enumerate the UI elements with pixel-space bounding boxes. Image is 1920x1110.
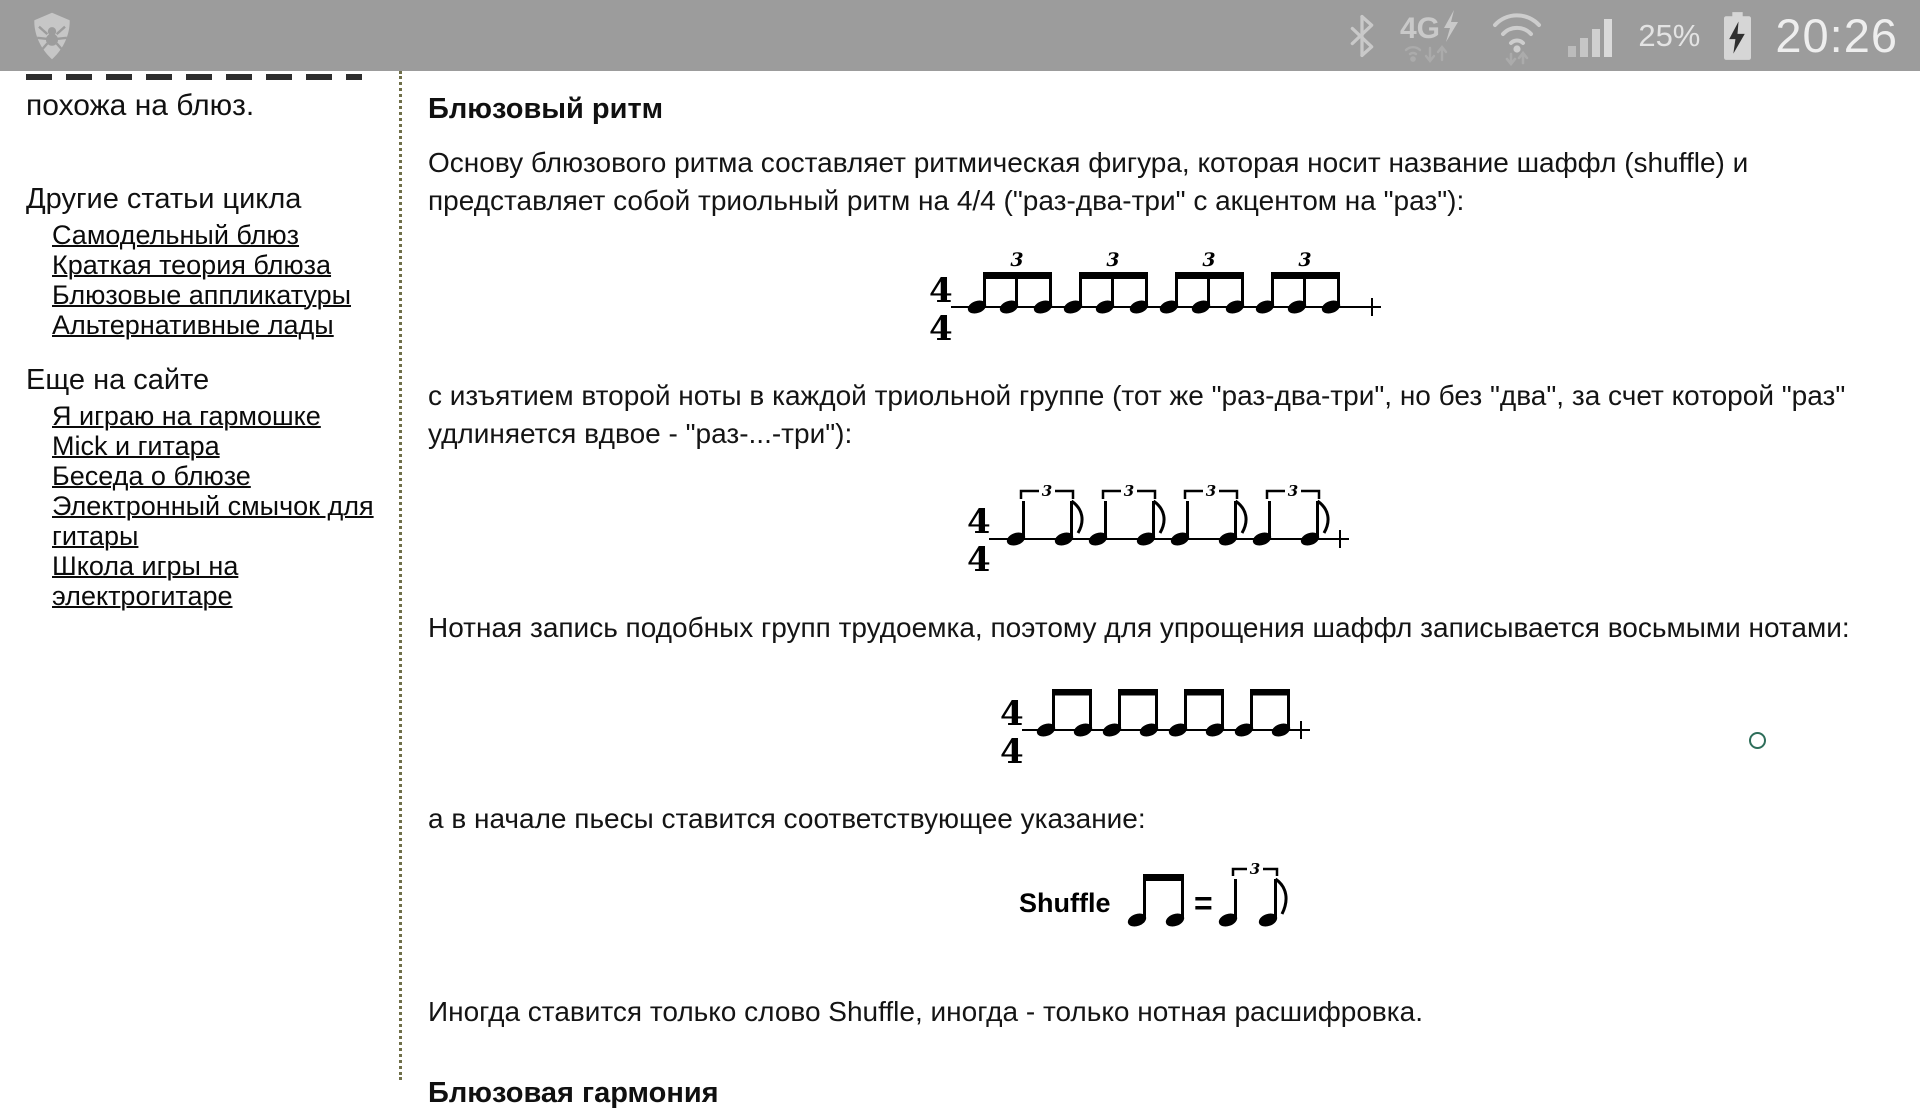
clock-label: 20:26: [1775, 9, 1898, 62]
notation-swing-figure: [428, 475, 1890, 585]
status-bar-left: [26, 10, 78, 62]
article-heading-blues-rhythm: Блюзовый ритм: [428, 93, 664, 125]
final-barline: [1363, 298, 1381, 316]
eighth-pair-group: [1167, 689, 1226, 739]
wifi-icon: [1490, 7, 1544, 65]
sidebar-heading-cycle-articles: Другие статьи цикла: [26, 183, 302, 215]
paragraph-shuffle-explained: с изъятием второй ноты в каждой триольной группе (тот же "раз-два-три", но без "два", за счет которой "раз" удлиняется вдвое - "раз-...-три"):: [428, 380, 1846, 449]
paragraph-eighth-notation: Нотная запись подобных групп трудоемка, поэтому для упрощения шаффл записывается восьмыми нотами:: [428, 612, 1850, 643]
bluetooth-icon: [1348, 14, 1376, 58]
sidebar-link-alternative-modes[interactable]: Альтернативные лады: [52, 310, 334, 340]
sidebar-link-blues-theory[interactable]: Краткая теория блюза: [52, 250, 332, 280]
status-bar: [0, 0, 1920, 71]
sidebar-link-ebow[interactable]: Электронный смычок для гитары: [52, 491, 374, 551]
green-circle-marker: [1749, 732, 1766, 749]
svg-text:3: 3: [1106, 249, 1120, 271]
notation-triplets-figure: [428, 250, 1890, 355]
sidebar-link-mick-guitar[interactable]: Mick и гитара: [52, 431, 220, 461]
triplet-group: [1062, 249, 1150, 316]
time-signature-top: 4: [967, 502, 991, 542]
eighth-pair-group: [1233, 689, 1292, 739]
paragraph-piece-marking: а в начале пьесы ставится соответствующее указание:: [428, 803, 1146, 834]
final-barline: [1292, 721, 1310, 739]
time-signature-top: 4: [1000, 694, 1024, 734]
sidebar-link-blues-talk[interactable]: Беседа о блюзе: [52, 461, 251, 491]
eighth-pair-group: [1126, 874, 1186, 929]
sidebar-links-cycle: [26, 220, 391, 340]
triplet-group: [966, 249, 1054, 316]
notation-eighths-figure: [428, 675, 1890, 772]
svg-text:3: 3: [1123, 482, 1135, 500]
svg-text:3: 3: [1287, 482, 1299, 500]
swing-pair-group: [1217, 860, 1286, 929]
eighth-pair-group: [1035, 689, 1094, 739]
article-content: [402, 71, 1920, 1109]
final-barline: [1331, 530, 1349, 548]
intro-text-fragment: похожа на блюз.: [26, 89, 255, 122]
paragraph-shuffle-intro: Основу блюзового ритма составляет ритмическая фигура, которая носит название шаффл (shuffle) и представляет собой триольный ритм на 4/4 ("раз-два-три" с акцентом на "раз"):: [428, 147, 1749, 216]
status-bar-right: [1348, 7, 1898, 65]
time-signature-bottom: 4: [967, 540, 991, 580]
time-signature-bottom: 4: [1000, 732, 1024, 772]
sidebar-links-site: [26, 401, 391, 611]
mobile-data-4g-icon: [1400, 8, 1466, 64]
time-signature-bottom: 4: [929, 309, 953, 349]
svg-text:3: 3: [1202, 249, 1216, 271]
sidebar: [0, 71, 399, 1080]
sidebar-link-eguitar-school[interactable]: Школа игры на электрогитаре: [52, 551, 239, 611]
triplet-group: [1158, 249, 1246, 316]
sidebar-heading-more-on-site: Еще на сайте: [26, 364, 210, 396]
sidebar-link-samodelny-blues[interactable]: Самодельный блюз: [52, 220, 300, 250]
time-signature-top: 4: [929, 271, 953, 311]
shuffle-label: Shuffle: [1019, 888, 1111, 918]
svg-text:3: 3: [1298, 249, 1312, 271]
svg-text:3: 3: [1041, 482, 1053, 500]
eighth-pair-group: [1101, 689, 1160, 739]
svg-text:3: 3: [1205, 482, 1217, 500]
triplet-group: [1254, 249, 1342, 316]
equals-sign: =: [1194, 885, 1213, 921]
article-heading-blues-harmony: Блюзовая гармония: [428, 1077, 719, 1109]
sidebar-link-blues-fingerings[interactable]: Блюзовые аппликатуры: [52, 280, 351, 310]
battery-charging-icon: [1724, 12, 1751, 60]
svg-text:4G: 4G: [1400, 11, 1441, 45]
browser-page: [0, 71, 1920, 1109]
sidebar-link-harmonica[interactable]: Я играю на гармошке: [52, 401, 321, 431]
svg-text:3: 3: [1249, 860, 1261, 878]
notation-shuffle-definition-figure: [428, 862, 1890, 945]
signal-strength-icon: [1568, 15, 1614, 57]
battery-percent-label: 25%: [1638, 17, 1701, 53]
svg-text:3: 3: [1010, 249, 1024, 271]
paragraph-shuffle-word: Иногда ставится только слово Shuffle, иногда - только нотная расшифровка.: [428, 996, 1423, 1027]
drweb-shield-icon: [26, 10, 78, 62]
clipped-text-line: [26, 74, 362, 80]
